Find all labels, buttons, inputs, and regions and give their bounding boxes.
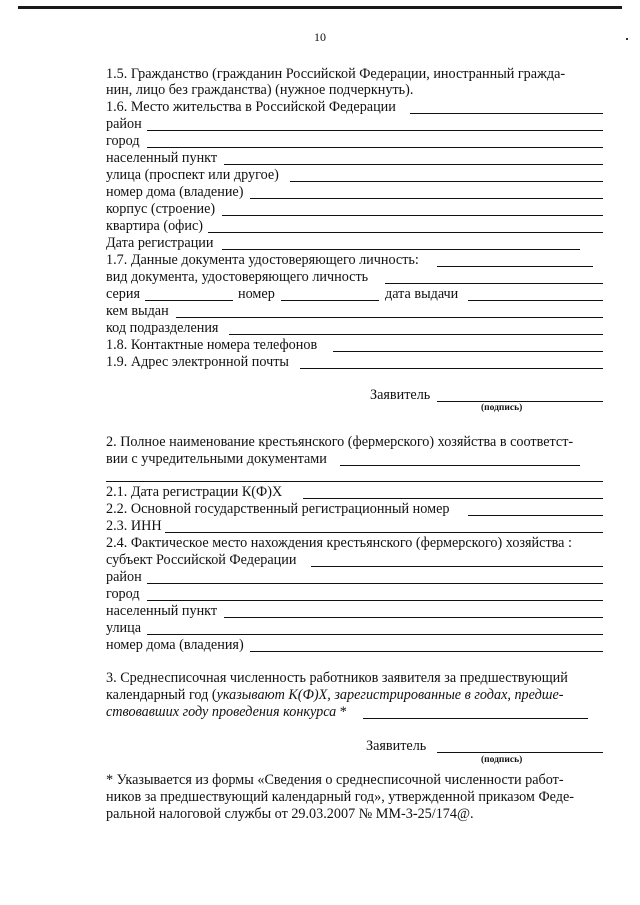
number-field[interactable] <box>281 300 379 301</box>
building-label: корпус (строение) <box>106 201 216 217</box>
item-3-line2 <box>106 687 564 703</box>
ogrn-field[interactable] <box>468 515 603 516</box>
farm-rayon-label: район <box>106 569 142 585</box>
signature-field-1[interactable] <box>437 401 603 402</box>
item-2-3-label: 2.3. ИНН <box>106 518 162 534</box>
item-1-6-label: 1.6. Место жительства в Российской Федерации <box>106 99 396 115</box>
item-1-7-label: 1.7. Данные документа удостоверяющего личность: <box>106 252 419 268</box>
registration-date-label: Дата регистрации <box>106 235 214 251</box>
street-field[interactable] <box>290 181 603 182</box>
item-1-5-line1: 1.5. Гражданство (гражданин Российской Федерации, иностранный гражда- <box>106 66 566 82</box>
item-3-line2-normal: календарный год ( <box>106 687 217 703</box>
issued-by-label: кем выдан <box>106 303 169 319</box>
apartment-label: квартира (офис) <box>106 218 203 234</box>
issue-date-label: дата выдачи <box>385 286 459 302</box>
item-2-2-label: 2.2. Основной государственный регистрационный номер <box>106 501 450 517</box>
settlement-field[interactable] <box>224 164 603 165</box>
signature-caption-2: (подпись) <box>481 755 523 765</box>
house-field[interactable] <box>250 198 603 199</box>
id-document-field[interactable] <box>437 266 593 267</box>
doc-type-label: вид документа, удостоверяющего личность <box>106 269 369 285</box>
page-number: 10 <box>314 30 326 44</box>
gorod-field[interactable] <box>147 147 603 148</box>
series-label: серия <box>106 286 140 302</box>
issue-date-field[interactable] <box>468 300 603 301</box>
item-2-1-label: 2.1. Дата регистрации К(Ф)Х <box>106 484 283 500</box>
inn-field[interactable] <box>165 532 603 533</box>
farm-name-field[interactable] <box>340 465 580 466</box>
farm-settlement-label: населенный пункт <box>106 603 218 619</box>
rayon-field[interactable] <box>147 130 603 131</box>
subject-label: субъект Российской Федерации <box>106 552 297 568</box>
registration-date-field[interactable] <box>222 249 580 250</box>
item-3-line2-italic: указывают К(Ф)Х, зарегистрированные в годах, предше- <box>216 687 564 703</box>
farm-reg-date-field[interactable] <box>303 498 603 499</box>
subject-field[interactable] <box>311 566 603 567</box>
division-code-label: код подразделения <box>106 320 219 336</box>
phone-field[interactable] <box>333 351 603 352</box>
issued-by-field[interactable] <box>176 317 603 318</box>
house-label: номер дома (владение) <box>106 184 244 200</box>
applicant-label-1: Заявитель <box>370 387 431 403</box>
item-3-line1: 3. Среднесписочная численность работников заявителя за предшествующий <box>106 670 568 686</box>
item-3-line3-italic: ствовавших году проведения конкурса <box>106 704 337 720</box>
doc-type-field[interactable] <box>385 283 603 284</box>
apartment-field[interactable] <box>208 232 603 233</box>
item-3-line3 <box>106 704 347 720</box>
footnote-line1: * Указывается из формы «Сведения о среднесписочной численности работ- <box>106 772 564 788</box>
gorod-label: город <box>106 133 140 149</box>
item-2-line1: 2. Полное наименование крестьянского (фермерского) хозяйства в соответст- <box>106 434 574 450</box>
footnote-line2: ников за предшествующий календарный год», утвержденной приказом Феде- <box>106 789 575 805</box>
applicant-label-2: Заявитель <box>366 738 427 754</box>
item-2-4-label: 2.4. Фактическое место нахождения крестьянского (фермерского) хозяйства : <box>106 535 572 551</box>
rayon-label: район <box>106 116 142 132</box>
settlement-label: населенный пункт <box>106 150 218 166</box>
footnote-line3: ральной налоговой службы от 29.03.2007 № ММ-3-25/174@. <box>106 806 474 822</box>
farm-rayon-field[interactable] <box>147 583 603 584</box>
residence-field[interactable] <box>410 113 603 114</box>
top-rule <box>18 6 622 9</box>
farm-name-field-2[interactable] <box>106 481 603 482</box>
farm-street-field[interactable] <box>147 634 603 635</box>
email-field[interactable] <box>300 368 603 369</box>
item-1-9-label: 1.9. Адрес электронной почты <box>106 354 289 370</box>
number-label: номер <box>238 286 275 302</box>
item-2-line2: вии с учредительными документами <box>106 451 327 467</box>
street-label: улица (проспект или другое) <box>106 167 279 183</box>
item-1-5-line2: нин, лицо без гражданства) (нужное подчеркнуть). <box>106 82 414 98</box>
item-1-8-label: 1.8. Контактные номера телефонов <box>106 337 318 353</box>
series-field[interactable] <box>145 300 233 301</box>
headcount-field[interactable] <box>363 718 588 719</box>
farm-gorod-field[interactable] <box>147 600 603 601</box>
farm-house-label: номер дома (владения) <box>106 637 244 653</box>
farm-settlement-field[interactable] <box>224 617 603 618</box>
farm-gorod-label: город <box>106 586 140 602</box>
building-field[interactable] <box>222 215 603 216</box>
farm-street-label: улица <box>106 620 142 636</box>
signature-caption-1: (подпись) <box>481 403 523 413</box>
signature-field-2[interactable] <box>437 752 603 753</box>
farm-house-field[interactable] <box>250 651 603 652</box>
item-3-line3-star: * <box>336 704 347 720</box>
division-code-field[interactable] <box>229 334 603 335</box>
